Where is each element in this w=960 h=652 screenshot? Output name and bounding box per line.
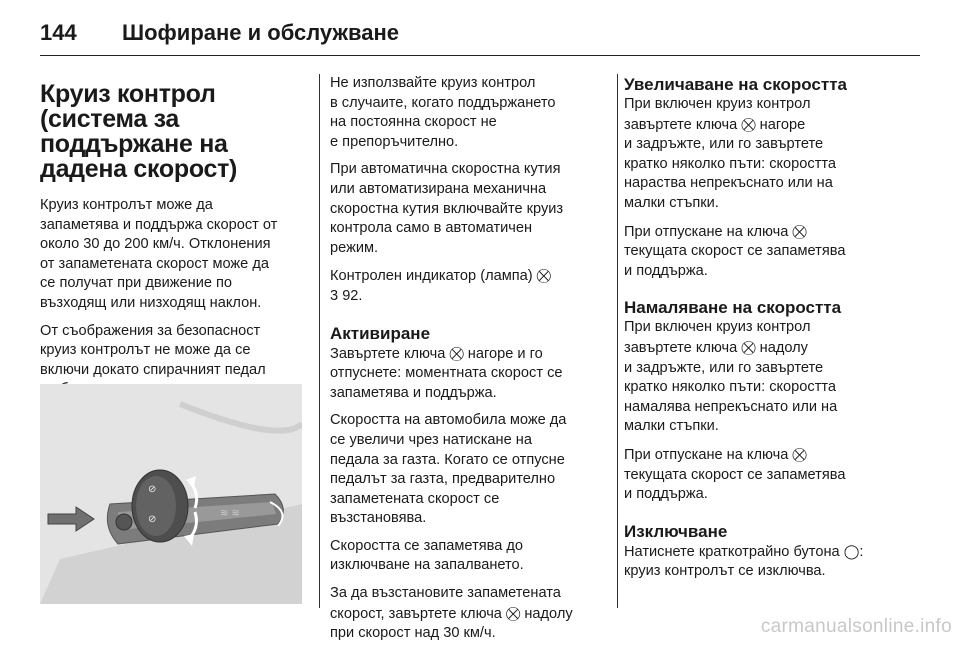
- svg-text:≋ ≋: ≋ ≋: [220, 508, 240, 519]
- text-line: Скоростта се запаметява до: [330, 537, 524, 554]
- stalk-illustration: [40, 384, 302, 604]
- text-line: скорост, завъртете ключа: [330, 605, 502, 622]
- text-line: малки стъпки.: [624, 418, 719, 435]
- paragraph-activation: [330, 344, 610, 404]
- text-line: При автоматична скоростна кутия: [330, 161, 561, 178]
- text-line: Контролен индикатор (лампа): [330, 268, 533, 285]
- heading-line: Круиз контрол: [40, 80, 216, 108]
- text-line: запаметява и поддържа скорост от: [40, 216, 278, 233]
- text-line: При отпускане на ключа: [624, 223, 789, 240]
- text-line: нагоре: [759, 116, 806, 133]
- paragraph-indicator: [330, 266, 610, 306]
- text-line: :: [859, 543, 864, 560]
- subheading-switch-off: Изключване: [624, 521, 728, 541]
- text-line: е препоръчително.: [330, 133, 459, 150]
- text-line: Круиз контролът може да: [40, 197, 213, 213]
- text-line: завъртете ключа: [624, 116, 738, 133]
- cruise-control-stalk-figure: [40, 384, 302, 604]
- text-line: надолу: [524, 605, 573, 622]
- cruise-res-plus-icon: ⛒: [792, 222, 807, 239]
- paragraph-intro: [40, 196, 302, 314]
- column-1: [40, 74, 302, 408]
- text-line: Не използвайте круиз контрол: [330, 75, 536, 91]
- paragraph-increase: [624, 95, 914, 214]
- text-line: и задръжте, или го завъртете: [624, 136, 824, 153]
- text-line: педалът за газта, предварително: [330, 471, 556, 488]
- column-3: [624, 74, 914, 590]
- text-line: възстановява.: [330, 510, 427, 527]
- page-number: 144: [40, 20, 77, 45]
- cruise-set-minus-icon: ⛒: [792, 445, 807, 462]
- text-line: скоростна кутия включвайте круиз: [330, 200, 564, 217]
- text-line: около 30 до 200 км/ч. Отклонения: [40, 236, 271, 253]
- text-line: изключване на запалването.: [330, 557, 524, 574]
- watermark: carmanualsonline.info: [760, 616, 952, 637]
- text-line: педала за газта. Когато се отпусне: [330, 451, 565, 468]
- text-line: запаметената скорост се: [330, 490, 500, 507]
- text-line: в случаите, когато поддържането: [330, 94, 556, 111]
- text-line: контрола само в автоматичен: [330, 220, 533, 237]
- heading-line: дадена скорост): [40, 155, 238, 183]
- cruise-set-minus-icon: ⛒: [741, 338, 756, 355]
- paragraph-memory: [330, 537, 610, 576]
- paragraph-usage-warning: [330, 74, 610, 152]
- cruise-control-indicator-icon: ⛒: [536, 267, 551, 284]
- text-line: се получат при движение по: [40, 275, 233, 292]
- paragraph-switch-off: [624, 542, 914, 582]
- text-line: от запаметената скорост може да: [40, 255, 269, 272]
- paragraph-release-down: [624, 445, 914, 505]
- chapter-title: Шофиране и обслужване: [122, 20, 400, 45]
- heading-line: (система за: [40, 105, 180, 133]
- text-line: намалява непрекъснато или на: [624, 398, 838, 415]
- text-line: За да възстановите запаметената: [330, 585, 561, 602]
- column-divider: [617, 74, 618, 608]
- text-line: Натиснете краткотрайно бутона: [624, 543, 840, 560]
- text-line: при скорост над 30 км/ч.: [330, 625, 496, 642]
- text-line: възходящ или низходящ наклон.: [40, 294, 262, 311]
- cruise-set-minus-icon: ⛒: [505, 604, 521, 621]
- text-line: При отпускане на ключа: [624, 446, 789, 463]
- text-line: кратко няколко пъти: скоростта: [624, 379, 837, 396]
- cruise-off-button-icon: ◯: [843, 542, 860, 559]
- cruise-res-plus-icon: ⛒: [449, 344, 464, 361]
- text-line: надолу: [759, 339, 808, 356]
- text-line: нагоре и го: [467, 345, 543, 362]
- text-line: и поддържа.: [624, 486, 708, 503]
- text-line: и задръжте, или го завъртете: [624, 359, 824, 376]
- column-divider: [319, 74, 320, 608]
- text-line: нараства непрекъснато или на: [624, 175, 833, 192]
- text-line: Скоростта на автомобила може да: [330, 412, 567, 429]
- text-line: текущата скорост се запаметява: [624, 243, 846, 260]
- text-line: или автоматизирана механична: [330, 180, 547, 197]
- subheading-activation: Активиране: [330, 323, 431, 343]
- paragraph-release-up: [624, 222, 914, 282]
- page-header: [40, 12, 920, 56]
- text-line: включи докато спирачният педал: [40, 361, 266, 378]
- subheading-increase-speed: Увеличаване на скоростта: [624, 75, 847, 94]
- svg-text:⊘: ⊘: [148, 514, 157, 525]
- header-rule: [40, 55, 920, 56]
- text-line: кратко няколко пъти: скоростта: [624, 155, 837, 172]
- text-line: При включен круиз контрол: [624, 96, 811, 112]
- text-line: на постоянна скорост не: [330, 114, 497, 131]
- paragraph-restore: [330, 584, 610, 644]
- subheading-decrease-speed: Намаляване на скоростта: [624, 298, 842, 318]
- text-line: Завъртете ключа: [330, 345, 446, 362]
- text-line: От съображения за безопасност: [40, 322, 261, 339]
- text-line: круиз контролът се изключва.: [624, 563, 826, 580]
- text-line: круиз контролът не може да се: [40, 342, 251, 359]
- column-2: [330, 74, 610, 652]
- heading-line: поддържане на: [40, 130, 228, 158]
- reference-page: 92.: [342, 287, 363, 304]
- paragraph-accelerator: [330, 411, 610, 529]
- reference-arrow-icon: 3: [330, 287, 339, 304]
- cruise-res-plus-icon: ⛒: [741, 115, 756, 132]
- section-heading-cruise-control: [40, 82, 302, 182]
- text-line: При включен круиз контрол: [624, 319, 811, 336]
- paragraph-automatic-gearbox: [330, 160, 610, 258]
- page-reference-link[interactable]: [330, 288, 362, 304]
- text-line: и поддържа.: [624, 262, 708, 279]
- text-line: се увеличи чрез натискане на: [330, 431, 532, 448]
- text-line: малки стъпки.: [624, 194, 719, 211]
- svg-text:⊘: ⊘: [148, 484, 157, 495]
- text-line: режим.: [330, 239, 379, 256]
- text-line: текущата скорост се запаметява: [624, 466, 846, 483]
- paragraph-decrease: [624, 318, 914, 437]
- text-line: запаметява и поддържа.: [330, 384, 497, 401]
- text-line: завъртете ключа: [624, 339, 738, 356]
- text-line: отпуснете: моментната скорост се: [330, 365, 563, 382]
